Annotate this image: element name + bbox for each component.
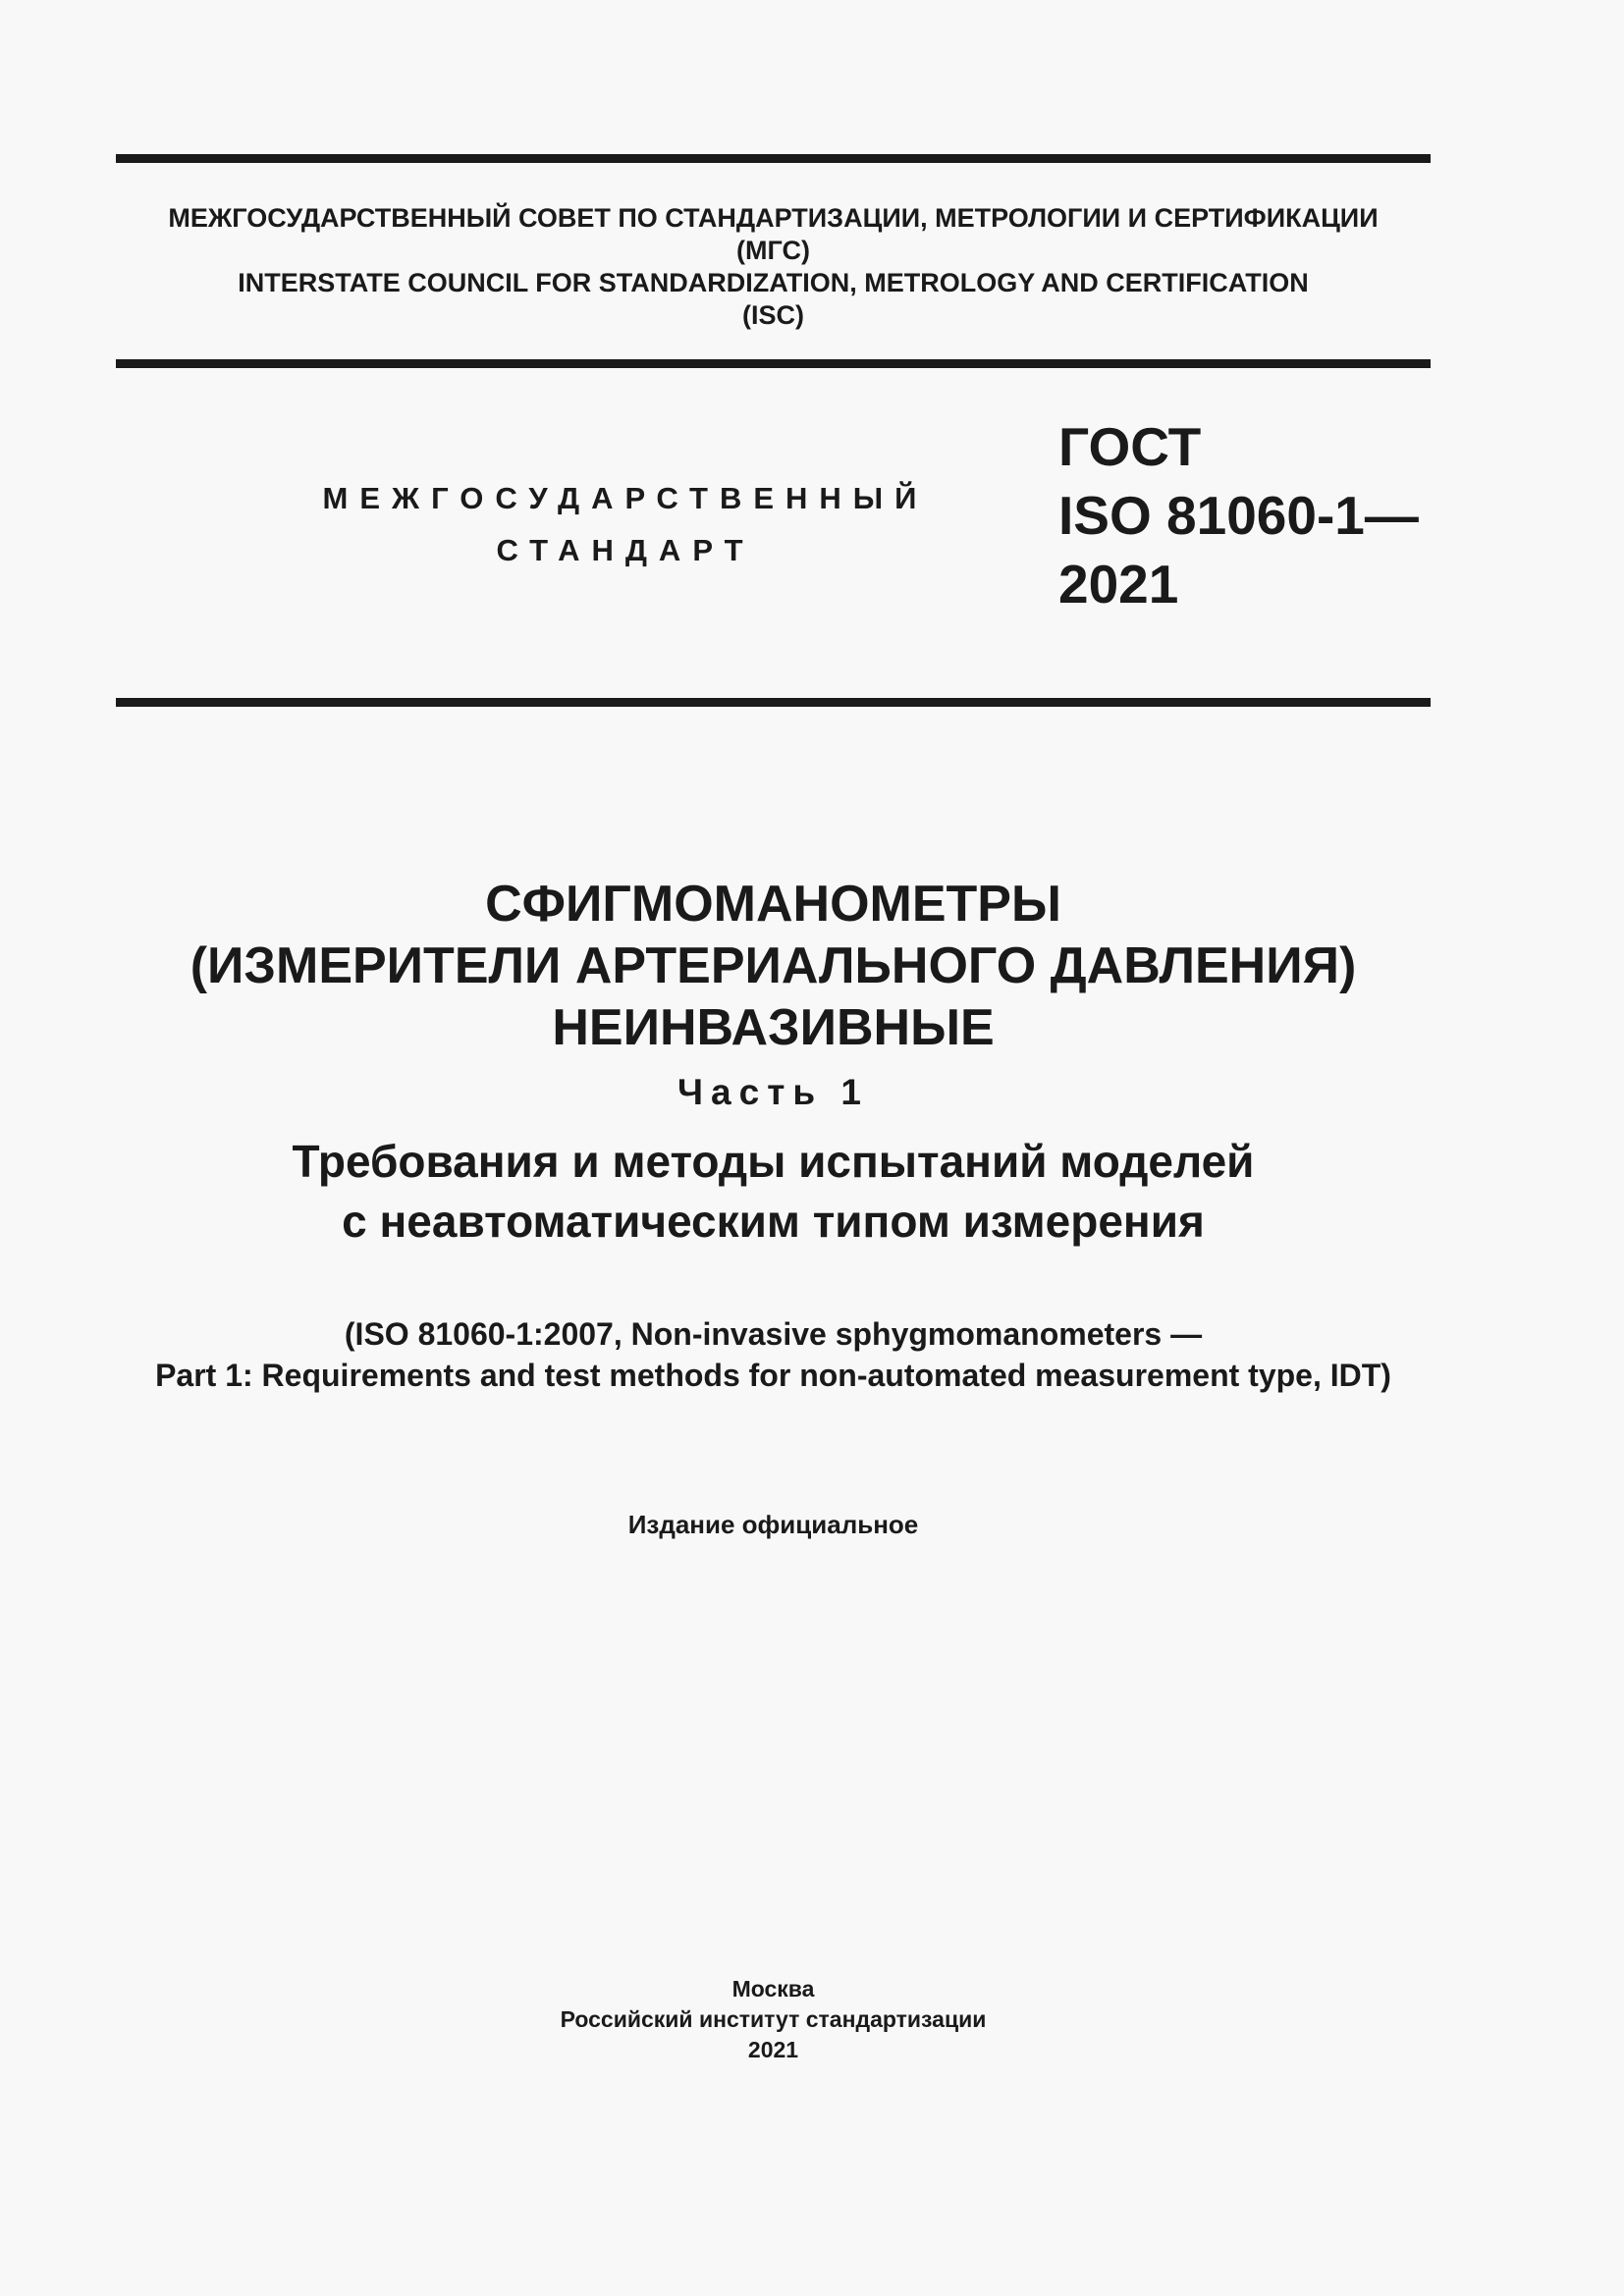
title-line-3: НЕИНВАЗИВНЫЕ: [552, 999, 995, 1056]
council-abbr-en: (ISC): [742, 300, 804, 330]
council-header: [116, 202, 1431, 332]
header-divider: [116, 359, 1431, 368]
iso-reference-line-1: (ISO 81060-1:2007, Non-invasive sphygmomanometers —: [344, 1316, 1203, 1352]
title-line-1: СФИГМОМАНОМЕТРЫ: [485, 876, 1061, 933]
subtitle-line-2: с неавтоматическим типом измерения: [342, 1196, 1205, 1247]
part-label: Часть 1: [677, 1072, 869, 1112]
iso-reference-line-2: Part 1: Requirements and test methods for non-automated measurement type, IDT): [155, 1358, 1391, 1393]
publisher-block: [116, 1974, 1431, 2065]
designation-line-1: ГОСТ: [1058, 416, 1202, 477]
title-line-2: (ИЗМЕРИТЕЛИ АРТЕРИАЛЬНОГО ДАВЛЕНИЯ): [189, 937, 1357, 994]
designation-divider: [116, 698, 1431, 707]
publication-year: 2021: [747, 2037, 799, 2062]
document-title-block: [116, 874, 1431, 1252]
council-name-en: INTERSTATE COUNCIL FOR STANDARDIZATION, METROLOGY AND CERTIFICATION: [238, 268, 1309, 297]
standard-designation: [1058, 412, 1419, 618]
council-abbr-ru: (МГС): [736, 236, 810, 265]
top-divider: [116, 154, 1431, 163]
document-subtitle: [116, 1132, 1431, 1252]
edition-label: Издание официальное: [627, 1510, 919, 1539]
standard-kind-line-2: СТАНДАРТ: [496, 533, 755, 567]
publisher-city: Москва: [731, 1976, 815, 2002]
document-title: [116, 874, 1431, 1059]
subtitle-line-1: Требования и методы испытаний моделей: [292, 1136, 1255, 1187]
designation-line-3: 2021: [1058, 554, 1179, 614]
iso-reference: [116, 1313, 1431, 1396]
designation-line-2: ISO 81060-1—: [1058, 485, 1419, 546]
council-name-ru: МЕЖГОСУДАРСТВЕННЫЙ СОВЕТ ПО СТАНДАРТИЗАЦИИ, МЕТРОЛОГИИ И СЕРТИФИКАЦИИ: [168, 203, 1379, 233]
standard-kind-line-1: МЕЖГОСУДАРСТВЕННЫЙ: [322, 481, 929, 515]
publisher-organization: Российский институт стандартизации: [560, 2006, 987, 2032]
standard-kind: [287, 472, 964, 576]
